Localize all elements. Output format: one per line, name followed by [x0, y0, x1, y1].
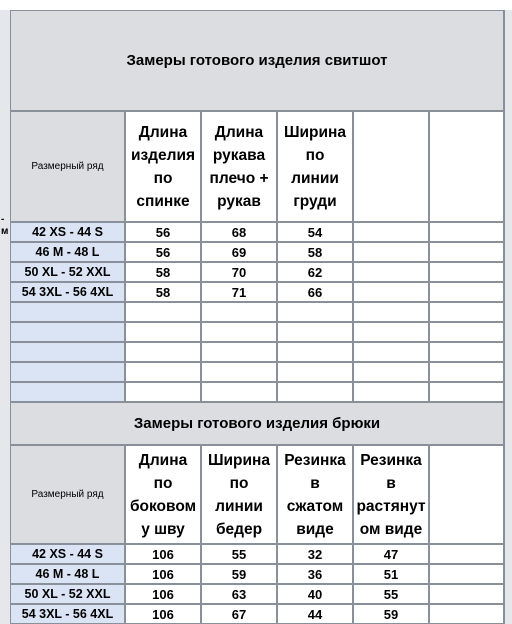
pants-size-cell-text: 42 XS - 44 S — [32, 547, 103, 561]
pants-size-cell — [10, 564, 125, 584]
sweatshirt-value-cell — [201, 322, 277, 342]
sweatshirt-value-cell — [429, 262, 504, 282]
pants-value-cell — [201, 584, 277, 604]
sweatshirt-value-cell — [353, 362, 429, 382]
sweatshirt-size-cell — [10, 262, 125, 282]
pants-value-cell — [201, 564, 277, 584]
pants-value-cell-text: 59 — [383, 606, 399, 622]
sweatshirt-size-cell — [10, 362, 125, 382]
pants-value-cell — [277, 564, 353, 584]
sweatshirt-value-cell — [125, 322, 201, 342]
pants-value-cell-text: 40 — [307, 586, 323, 602]
pants-empty-cell — [429, 564, 504, 584]
pants-value-cell-text: 59 — [231, 566, 247, 582]
pants-value-cell — [353, 604, 429, 624]
pants-value-cell-text: 47 — [383, 546, 399, 562]
sweatshirt-value-cell — [429, 382, 504, 402]
sweatshirt-value-cell — [429, 222, 504, 242]
pants-title — [10, 402, 504, 445]
sweatshirt-value-cell — [125, 382, 201, 402]
sweatshirt-value-cell — [201, 342, 277, 362]
sweatshirt-value-cell — [277, 282, 353, 302]
sweatshirt-size-cell-text: 50 XL - 52 XXL — [24, 265, 111, 279]
sweatshirt-size-header-text: Размерный ряд — [31, 161, 104, 172]
pants-column-header-4 — [353, 445, 429, 544]
sweatshirt-title-text: Замеры готового изделия свитшот — [126, 52, 388, 69]
sweatshirt-value-cell — [353, 282, 429, 302]
sweatshirt-size-cell — [10, 242, 125, 262]
pants-size-cell — [10, 544, 125, 564]
sweatshirt-value-cell — [125, 362, 201, 382]
pants-value-cell-text: 32 — [307, 546, 323, 562]
pants-value-cell — [353, 564, 429, 584]
sweatshirt-value-cell — [277, 242, 353, 262]
sweatshirt-column-header-3 — [277, 111, 353, 222]
sweatshirt-value-cell-text: 68 — [231, 224, 247, 240]
sweatshirt-value-cell — [125, 262, 201, 282]
pants-value-cell — [277, 584, 353, 604]
pants-value-cell — [201, 604, 277, 624]
sweatshirt-value-cell — [125, 222, 201, 242]
sweatshirt-size-header — [10, 111, 125, 222]
pants-value-cell-text: 51 — [383, 566, 399, 582]
pants-size-cell — [10, 604, 125, 624]
sweatshirt-value-cell — [277, 222, 353, 242]
sweatshirt-size-cell-text: 46 M - 48 L — [35, 245, 100, 259]
pants-empty-cell — [429, 604, 504, 624]
pants-value-cell-text: 55 — [231, 546, 247, 562]
sweatshirt-value-cell — [429, 322, 504, 342]
pants-value-cell-text: 106 — [152, 546, 174, 562]
sweatshirt-value-cell — [277, 262, 353, 282]
pants-column-header-2 — [201, 445, 277, 544]
sweatshirt-value-cell-text: 56 — [155, 244, 171, 260]
sweatshirt-value-cell — [125, 282, 201, 302]
sweatshirt-column-header-5 — [429, 111, 504, 222]
pants-value-cell-text: 106 — [152, 586, 174, 602]
pants-column-header-1 — [125, 445, 201, 544]
sweatshirt-value-cell — [277, 322, 353, 342]
pants-empty-cell — [429, 544, 504, 564]
sweatshirt-value-cell — [353, 382, 429, 402]
sweatshirt-size-cell — [10, 322, 125, 342]
sweatshirt-value-cell-text: 66 — [307, 284, 323, 300]
sweatshirt-value-cell — [201, 382, 277, 402]
pants-size-cell — [10, 584, 125, 604]
pants-value-cell — [277, 604, 353, 624]
sweatshirt-size-cell — [10, 382, 125, 402]
sweatshirt-value-cell — [201, 242, 277, 262]
sweatshirt-value-cell — [125, 342, 201, 362]
sweatshirt-value-cell — [125, 242, 201, 262]
pants-empty-cell — [429, 584, 504, 604]
pants-size-cell-text: 54 3XL - 56 4XL — [21, 607, 114, 621]
right-edge-column — [504, 10, 512, 624]
sweatshirt-value-cell — [353, 262, 429, 282]
sweatshirt-column-header-1 — [125, 111, 201, 222]
pants-value-cell — [125, 564, 201, 584]
sweatshirt-size-cell-text: 54 3XL - 56 4XL — [21, 285, 114, 299]
sweatshirt-value-cell-text: 69 — [231, 244, 247, 260]
sweatshirt-value-cell — [201, 302, 277, 322]
pants-size-cell-text: 50 XL - 52 XXL — [24, 587, 111, 601]
pants-column-header-1-text: Длина по боковом у шву — [129, 451, 197, 538]
sweatshirt-value-cell — [201, 262, 277, 282]
sweatshirt-size-cell — [10, 342, 125, 362]
pants-value-cell-text: 106 — [152, 606, 174, 622]
pants-value-cell — [353, 584, 429, 604]
sweatshirt-size-cell — [10, 302, 125, 322]
pants-title-text: Замеры готового изделия брюки — [133, 415, 381, 432]
sweatshirt-title — [10, 10, 504, 111]
pants-value-cell — [125, 584, 201, 604]
sweatshirt-value-cell-text: 62 — [307, 264, 323, 280]
pants-value-cell-text: 63 — [231, 586, 247, 602]
sweatshirt-value-cell-text: 58 — [155, 264, 171, 280]
pants-value-cell-text: 67 — [231, 606, 247, 622]
sweatshirt-value-cell-text: 70 — [231, 264, 247, 280]
pants-value-cell — [353, 544, 429, 564]
sweatshirt-size-cell — [10, 222, 125, 242]
sweatshirt-value-cell-text: 71 — [231, 284, 247, 300]
sweatshirt-size-cell-text: 42 XS - 44 S — [32, 225, 103, 239]
sweatshirt-value-cell-text: 58 — [155, 284, 171, 300]
sweatshirt-value-cell — [277, 302, 353, 322]
edge-fragment-letter: м — [1, 226, 9, 237]
pants-value-cell — [125, 544, 201, 564]
sweatshirt-column-header-3-text: Ширина по линии груди — [283, 123, 347, 210]
sweatshirt-value-cell — [353, 222, 429, 242]
sweatshirt-value-cell-text: 56 — [155, 224, 171, 240]
pants-value-cell — [125, 604, 201, 624]
sweatshirt-value-cell — [429, 302, 504, 322]
left-edge-column — [0, 10, 10, 624]
sweatshirt-value-cell — [353, 342, 429, 362]
pants-value-cell-text: 106 — [152, 566, 174, 582]
pants-value-cell-text: 36 — [307, 566, 323, 582]
sweatshirt-size-cell — [10, 282, 125, 302]
sweatshirt-value-cell — [353, 242, 429, 262]
sweatshirt-column-header-2-text: Длина рукава плечо + рукав — [209, 123, 269, 210]
sweatshirt-value-cell — [353, 302, 429, 322]
pants-column-header-4-text: Резинка в растянут ом виде — [356, 451, 426, 538]
sweatshirt-value-cell-text: 58 — [307, 244, 323, 260]
pants-value-cell-text: 44 — [307, 606, 323, 622]
pants-column-header-3 — [277, 445, 353, 544]
sweatshirt-value-cell — [201, 362, 277, 382]
pants-size-header — [10, 445, 125, 544]
pants-column-header-2-text: Ширина по линии бедер — [207, 451, 271, 538]
pants-value-cell — [201, 544, 277, 564]
sweatshirt-value-cell — [277, 342, 353, 362]
sweatshirt-value-cell — [125, 302, 201, 322]
sweatshirt-value-cell — [429, 342, 504, 362]
pants-empty-header — [429, 445, 504, 544]
sweatshirt-column-header-1-text: Длина изделия по спинке — [130, 123, 196, 210]
sweatshirt-value-cell — [353, 322, 429, 342]
pants-value-cell-text: 55 — [383, 586, 399, 602]
edge-fragment-dash: - — [1, 214, 5, 225]
sweatshirt-value-cell — [429, 282, 504, 302]
sweatshirt-value-cell-text: 54 — [307, 224, 323, 240]
pants-column-header-3-text: Резинка в сжатом виде — [284, 451, 346, 538]
sweatshirt-column-header-4 — [353, 111, 429, 222]
sweatshirt-column-header-2 — [201, 111, 277, 222]
sweatshirt-value-cell — [429, 362, 504, 382]
pants-size-cell-text: 46 M - 48 L — [35, 567, 100, 581]
sweatshirt-value-cell — [277, 362, 353, 382]
sweatshirt-value-cell — [429, 242, 504, 262]
sweatshirt-value-cell — [201, 282, 277, 302]
sweatshirt-value-cell — [201, 222, 277, 242]
sweatshirt-value-cell — [277, 382, 353, 402]
pants-value-cell — [277, 544, 353, 564]
pants-size-header-text: Размерный ряд — [31, 489, 104, 500]
